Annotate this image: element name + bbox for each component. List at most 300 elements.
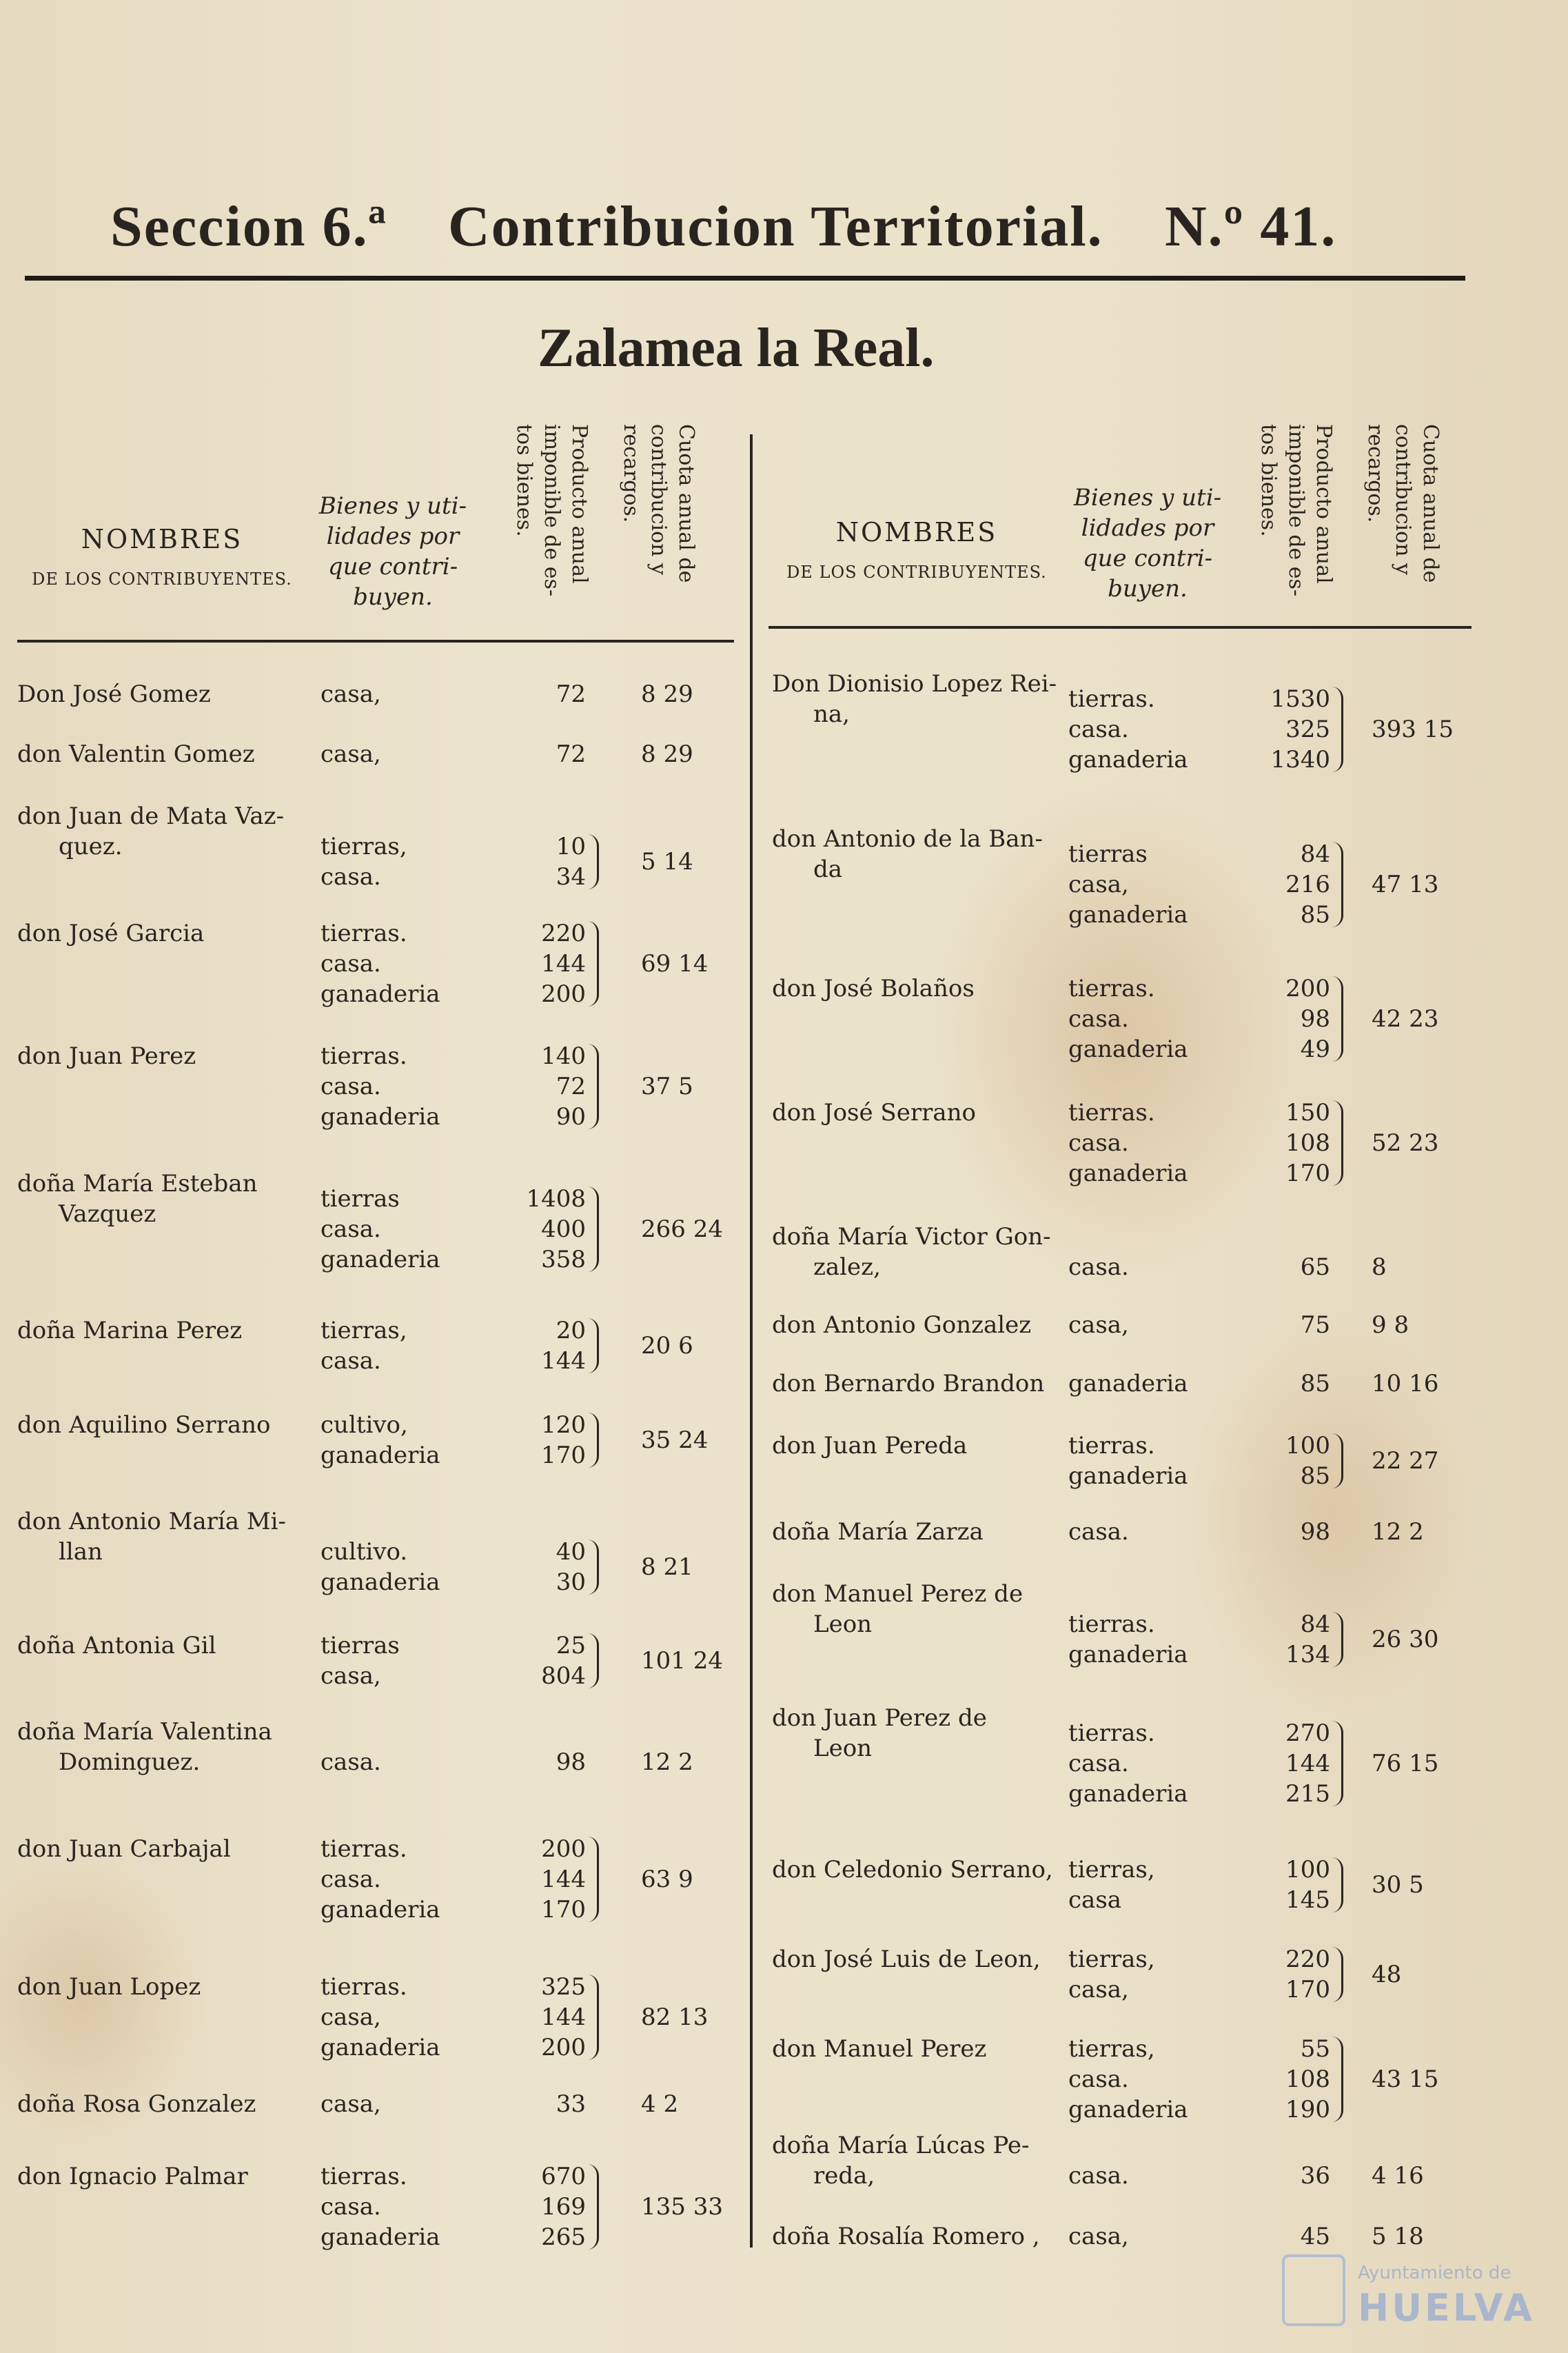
contributor-name-line: don Juan Perez de — [772, 1704, 987, 1732]
property-list — [320, 1630, 400, 1691]
property-list — [320, 1537, 440, 1597]
brace — [1332, 1433, 1343, 1488]
product-value: 120 — [541, 1411, 586, 1439]
property-list — [1068, 1609, 1188, 1670]
property-type: tierras, — [320, 833, 407, 860]
contributor-name — [772, 669, 1057, 729]
quota-value: 22 27 — [1372, 1447, 1439, 1475]
place-name: Zalamea la Real. — [538, 318, 935, 378]
product-values — [510, 1747, 586, 1777]
property-type: casa. — [320, 950, 381, 978]
property-type: ganaderia — [1068, 1160, 1188, 1187]
quota-value: 8 29 — [641, 740, 693, 768]
contributor-name — [17, 2161, 248, 2192]
quota-value: 12 2 — [1372, 1518, 1424, 1546]
product-values — [1254, 1369, 1330, 1399]
product-value: 55 — [1300, 2035, 1330, 2063]
property-list — [1068, 1098, 1188, 1189]
product-values — [1254, 1098, 1330, 1189]
contributor-name — [17, 1410, 271, 1440]
product-value: 144 — [541, 1866, 586, 1893]
product-value: 108 — [1285, 2066, 1330, 2093]
quota-value: 135 33 — [641, 2193, 723, 2221]
contributor-name-line: don José Garcia — [17, 920, 205, 947]
brace — [1332, 976, 1343, 1062]
property-type: ganaderia — [1068, 901, 1188, 929]
property-type: ganaderia — [320, 1442, 440, 1469]
property-type: casa. — [320, 1866, 381, 1893]
property-list — [320, 2089, 381, 2119]
contributor-name-line: don Juan Perez — [17, 1042, 196, 1070]
property-list — [320, 1041, 440, 1132]
property-type: cultivo, — [320, 1411, 408, 1439]
contributor-name-line: don Bernardo Brandon — [772, 1370, 1045, 1397]
property-type: tierras. — [1068, 975, 1155, 1002]
product-values — [1254, 1517, 1330, 1547]
product-values — [1254, 2221, 1330, 2252]
quota-value: 9 8 — [1372, 1311, 1409, 1339]
contributor-name-line: don Antonio Gonzalez — [772, 1311, 1032, 1339]
property-list — [320, 918, 440, 1009]
property-list — [1068, 1718, 1188, 1809]
quota-value: 26 30 — [1372, 1626, 1439, 1653]
property-type: tierras — [320, 1185, 400, 1213]
product-value: 25 — [556, 1632, 586, 1659]
product-value: 98 — [1300, 1518, 1330, 1546]
contributor-name — [772, 2034, 986, 2064]
product-values — [510, 1410, 586, 1471]
property-type: tierras, — [1068, 1856, 1155, 1884]
contributor-name-line: don Valentin Gomez — [17, 740, 255, 768]
product-values — [510, 1041, 586, 1132]
product-value: 72 — [556, 680, 586, 708]
property-type: ganaderia — [320, 2034, 440, 2061]
property-type: casa. — [320, 1748, 381, 1776]
contributor-name-line: doña María Victor Gon- — [772, 1223, 1051, 1251]
contributor-name — [17, 739, 255, 769]
property-type: casa. — [320, 1215, 381, 1243]
contributor-name-line: quez. — [59, 833, 123, 860]
product-value: 144 — [541, 1347, 586, 1375]
product-value: 670 — [541, 2163, 586, 2190]
property-type: tierras — [1068, 840, 1148, 868]
quota-value: 69 14 — [641, 950, 709, 978]
brace — [587, 834, 599, 889]
property-list — [320, 739, 381, 769]
property-type: casa. — [1068, 2162, 1129, 2190]
product-value: 215 — [1285, 1780, 1330, 1808]
names-header-subtitle: DE LOS CONTRIBUYENTES. — [786, 563, 1047, 582]
brace — [587, 1539, 599, 1595]
property-type: tierras. — [320, 920, 407, 947]
quota-value: 8 21 — [641, 1553, 693, 1581]
property-type: casa, — [1068, 1976, 1129, 2003]
property-type: tierras. — [320, 2163, 407, 2190]
contributor-name — [17, 1169, 257, 1229]
brace — [587, 1837, 599, 1922]
section-label: Seccion 6.ª — [110, 194, 387, 259]
header-rule-left — [17, 640, 734, 643]
product-values — [510, 1537, 586, 1597]
product-values — [1254, 1718, 1330, 1809]
product-value: 98 — [1300, 1005, 1330, 1033]
names-header-subtitle: DE LOS CONTRIBUYENTES. — [32, 569, 292, 589]
property-type: tierras, — [1068, 1946, 1155, 1973]
contributor-name-line: doña Marina Perez — [17, 1317, 243, 1344]
product-value: 144 — [1285, 1750, 1330, 1777]
contributor-name-line: doña Rosalía Romero , — [772, 2223, 1040, 2250]
contributor-name — [772, 1222, 1051, 1282]
product-value: 200 — [541, 1835, 586, 1863]
bienes-header-line: lidades por — [326, 523, 460, 550]
brace — [587, 921, 599, 1007]
property-type: tierras. — [320, 1835, 407, 1863]
product-values — [510, 1315, 586, 1376]
product-value: 170 — [541, 1896, 586, 1923]
product-values — [1254, 2034, 1330, 2125]
property-type: casa. — [320, 2193, 381, 2221]
property-list — [320, 679, 381, 709]
quota-value: 5 14 — [641, 848, 693, 876]
property-list — [1068, 684, 1188, 775]
property-type: ganaderia — [1068, 1370, 1188, 1397]
names-header-right — [768, 517, 1065, 582]
product-values — [510, 2089, 586, 2119]
brace — [587, 1633, 599, 1688]
bienes-header-line: Bienes y uti- — [318, 492, 467, 520]
contributor-name — [772, 1944, 1041, 1975]
product-value: 200 — [541, 2034, 586, 2061]
property-type: casa. — [1068, 1005, 1129, 1033]
contributor-name — [17, 679, 211, 709]
property-type: casa. — [1068, 1518, 1129, 1546]
contributor-name — [772, 1310, 1031, 1340]
property-type: casa. — [320, 863, 381, 891]
property-type: casa, — [320, 2003, 381, 2031]
property-list — [1068, 2034, 1188, 2125]
names-header-left — [14, 524, 310, 589]
quota-value: 4 2 — [641, 2090, 679, 2118]
property-list — [320, 1972, 440, 2063]
product-value: 108 — [1285, 1129, 1330, 1157]
archive-stamp — [1282, 2254, 1544, 2330]
property-type: ganaderia — [1068, 1036, 1188, 1063]
quota-value: 42 23 — [1372, 1005, 1439, 1033]
contributor-name-line: don Juan de Mata Vaz- — [17, 802, 285, 830]
property-list — [320, 2161, 440, 2252]
header-rule — [25, 276, 1465, 281]
quota-value: 48 — [1372, 1961, 1402, 1988]
contributor-name — [17, 1972, 201, 2002]
property-list — [320, 1315, 407, 1376]
contributor-name — [17, 1834, 231, 1864]
contributor-name-line: doña María Lúcas Pe- — [772, 2132, 1030, 2159]
contributor-name — [772, 1517, 984, 1547]
contributor-name — [772, 1369, 1044, 1399]
product-values — [1254, 1855, 1330, 1915]
property-type: tierras. — [1068, 1099, 1155, 1127]
product-value: 1408 — [526, 1185, 586, 1213]
quota-value: 47 13 — [1372, 871, 1439, 898]
contributor-name-line: llan — [59, 1538, 103, 1566]
product-value: 100 — [1285, 1432, 1330, 1460]
shield-icon — [1282, 2254, 1345, 2326]
property-type: casa, — [320, 2090, 381, 2118]
product-values — [510, 1972, 586, 2063]
contributor-name — [772, 824, 1043, 885]
stamp-line2: HUELVA — [1358, 2286, 1535, 2330]
property-list — [1068, 1855, 1155, 1915]
product-value: 358 — [541, 1246, 586, 1273]
contributor-name-line: Don Dionisio Lopez Rei- — [772, 670, 1057, 698]
property-type: ganaderia — [320, 1103, 440, 1131]
property-type: casa. — [320, 1347, 381, 1375]
product-value: 134 — [1285, 1641, 1330, 1668]
product-value: 804 — [541, 1662, 586, 1690]
brace — [587, 1186, 599, 1272]
product-value: 220 — [1285, 1946, 1330, 1973]
product-value: 72 — [556, 1073, 586, 1100]
product-value: 10 — [556, 833, 586, 860]
property-type: tierras. — [1068, 1432, 1155, 1460]
product-value: 85 — [1300, 901, 1330, 929]
quota-value: 82 13 — [641, 2003, 709, 2031]
product-value: 34 — [556, 863, 586, 891]
producto-header-right: Producto anual imponible de es- tos bienes. — [1256, 424, 1336, 597]
contributor-name-line: don Manuel Perez — [772, 2035, 987, 2063]
property-list — [320, 1834, 440, 1925]
contributor-name-line: don Juan Lopez — [17, 1973, 201, 2001]
contributor-name — [772, 1431, 967, 1461]
contributor-name-line: na, — [813, 700, 850, 728]
property-type: casa, — [320, 1662, 381, 1690]
contributor-name-line: don Aquilino Serrano — [17, 1411, 271, 1439]
brace — [1332, 1947, 1343, 2002]
property-type: casa — [1068, 1886, 1122, 1914]
product-value: 150 — [1285, 1099, 1330, 1127]
quota-value: 5 18 — [1372, 2223, 1424, 2250]
contributor-name-line: don Antonio de la Ban- — [772, 825, 1043, 853]
property-type: casa, — [1068, 1311, 1129, 1339]
property-type: ganaderia — [320, 1896, 440, 1923]
product-value: 144 — [541, 950, 586, 978]
bienes-header-line: que contri- — [1082, 545, 1213, 572]
quota-value: 393 15 — [1372, 716, 1454, 743]
product-value: 84 — [1300, 840, 1330, 868]
property-type: ganaderia — [1068, 1641, 1188, 1668]
property-type: casa. — [1068, 1129, 1129, 1157]
quota-value: 10 16 — [1372, 1370, 1439, 1397]
property-list — [1068, 973, 1188, 1064]
property-list — [1068, 2161, 1129, 2191]
product-value: 30 — [556, 1568, 586, 1596]
property-list — [320, 1747, 381, 1777]
contributor-name — [772, 1855, 1053, 1885]
quota-value: 52 23 — [1372, 1129, 1439, 1157]
product-values — [1254, 973, 1330, 1064]
bienes-header-line: que contri- — [327, 553, 458, 580]
contributor-name — [17, 2089, 256, 2119]
brace — [1332, 1100, 1343, 1186]
bienes-header-line: lidades por — [1081, 514, 1214, 542]
contributor-name — [772, 1098, 976, 1128]
product-value: 85 — [1300, 1462, 1330, 1490]
property-type: ganaderia — [320, 1246, 440, 1273]
product-values — [1254, 684, 1330, 775]
property-list — [1068, 1252, 1129, 1282]
contributor-name-line: da — [813, 856, 843, 883]
producto-header-left: Producto anual imponible de es- tos bienes. — [512, 424, 591, 597]
bienes-header-line: Bienes y uti- — [1073, 484, 1222, 512]
product-value: 49 — [1300, 1036, 1330, 1063]
product-value: 65 — [1300, 1253, 1330, 1281]
header-rule-right — [768, 626, 1472, 629]
product-value: 75 — [1300, 1311, 1330, 1339]
product-value: 220 — [541, 920, 586, 947]
property-list — [1068, 1517, 1129, 1547]
brace — [1332, 2037, 1343, 2122]
product-values — [510, 739, 586, 769]
quota-value: 8 29 — [641, 680, 693, 708]
contributor-name — [17, 918, 204, 949]
contributor-name-line: zalez, — [813, 1253, 881, 1281]
product-value: 145 — [1285, 1886, 1330, 1914]
contributor-name-line: don Ignacio Palmar — [17, 2163, 248, 2190]
product-value: 90 — [556, 1103, 586, 1131]
property-type: casa. — [320, 1073, 381, 1100]
contributor-name-line: don José Bolaños — [772, 975, 975, 1002]
property-list — [1068, 1369, 1188, 1399]
product-value: 325 — [1285, 716, 1330, 743]
product-value: 140 — [541, 1042, 586, 1070]
product-value: 40 — [556, 1538, 586, 1566]
product-values — [1254, 1252, 1330, 1282]
contributor-name-line: doña María Valentina — [17, 1718, 272, 1746]
property-list — [1068, 839, 1188, 930]
names-header-title: NOMBRES — [835, 517, 998, 547]
property-type: tierras. — [320, 1042, 407, 1070]
brace — [1332, 1721, 1343, 1806]
contributor-name-line: Vazquez — [59, 1200, 156, 1228]
bienes-header-right — [1068, 483, 1227, 604]
product-value: 170 — [1285, 1160, 1330, 1187]
brace — [587, 1318, 599, 1373]
property-list — [320, 1410, 440, 1471]
property-type: casa, — [320, 740, 381, 768]
product-values — [510, 1630, 586, 1691]
quota-value: 30 5 — [1372, 1871, 1424, 1899]
contributor-name-line: don José Serrano — [772, 1099, 976, 1127]
product-value: 325 — [541, 1973, 586, 2001]
bienes-header-line: buyen. — [353, 583, 433, 611]
contributor-name — [17, 1630, 216, 1661]
contributor-name — [17, 1717, 272, 1777]
product-value: 400 — [541, 1215, 586, 1243]
quota-value: 76 15 — [1372, 1750, 1439, 1777]
product-value: 200 — [1285, 975, 1330, 1002]
product-value: 265 — [541, 2223, 586, 2251]
cuota-header-right: Cuota anual de contribucion y recargos. — [1363, 424, 1443, 583]
contributor-name-line: don Celedonio Serrano, — [772, 1856, 1053, 1884]
product-value: 170 — [541, 1442, 586, 1469]
property-type: ganaderia — [1068, 2096, 1188, 2123]
contributor-name — [17, 1506, 286, 1567]
property-type: ganaderia — [320, 2223, 440, 2251]
property-type: casa, — [1068, 871, 1129, 898]
contributor-name-line: Don José Gomez — [17, 680, 211, 708]
product-value: 1340 — [1270, 746, 1330, 774]
cuota-header-left: Cuota anual de contribucion y recargos. — [619, 424, 698, 583]
product-values — [510, 918, 586, 1009]
contributor-name — [17, 801, 284, 862]
product-value: 169 — [541, 2193, 586, 2221]
brace — [1332, 687, 1343, 772]
contributor-name-line: doña María Zarza — [772, 1518, 984, 1546]
property-type: ganaderia — [1068, 1462, 1188, 1490]
quota-value: 12 2 — [641, 1748, 693, 1776]
product-values — [510, 1184, 586, 1275]
property-list — [1068, 2221, 1129, 2252]
property-list — [1068, 1944, 1155, 2005]
contributor-name-line: Dominguez. — [59, 1748, 201, 1776]
property-type: tierras. — [320, 1973, 407, 2001]
contributor-name-line: doña María Esteban — [17, 1170, 258, 1198]
property-type: tierras. — [1068, 1719, 1155, 1747]
bienes-header-line: buyen. — [1108, 575, 1188, 603]
property-type: casa. — [1068, 2066, 1129, 2093]
property-list — [1068, 1310, 1129, 1340]
contributor-name-line: Leon — [813, 1610, 873, 1638]
property-type: tierras — [320, 1632, 400, 1659]
brace — [587, 1413, 599, 1468]
brace — [1332, 1612, 1343, 1667]
bienes-header-left — [314, 491, 472, 612]
property-type: ganaderia — [320, 980, 440, 1008]
contributor-name — [17, 1041, 196, 1071]
contributor-name-line: doña Rosa Gonzalez — [17, 2090, 256, 2118]
column-divider — [750, 434, 753, 2248]
property-type: casa. — [1068, 1750, 1129, 1777]
brace — [587, 1044, 599, 1129]
quota-value: 35 24 — [641, 1426, 709, 1454]
contributor-name-line: don Juan Carbajal — [17, 1835, 231, 1863]
product-value: 36 — [1300, 2162, 1330, 2190]
product-values — [1254, 1944, 1330, 2005]
product-values — [510, 1834, 586, 1925]
product-values — [1254, 1431, 1330, 1491]
product-value: 20 — [556, 1317, 586, 1344]
document-number: N.º 41. — [1165, 194, 1337, 259]
contributor-name — [772, 2130, 1030, 2191]
property-type: ganaderia — [1068, 1780, 1188, 1808]
product-value: 33 — [556, 2090, 586, 2118]
contributor-name-line: don Juan Pereda — [772, 1432, 968, 1460]
property-type: ganaderia — [1068, 746, 1188, 774]
quota-value: 266 24 — [641, 1215, 723, 1243]
quota-value: 8 — [1372, 1253, 1387, 1281]
contributor-name-line: Leon — [813, 1735, 873, 1762]
contributor-name-line: don Antonio María Mi- — [17, 1508, 287, 1535]
contributor-name — [772, 2221, 1040, 2252]
quota-value: 37 5 — [641, 1073, 693, 1100]
property-type: cultivo. — [320, 1538, 408, 1566]
product-value: 216 — [1285, 871, 1330, 898]
product-value: 144 — [541, 2003, 586, 2031]
product-value: 72 — [556, 740, 586, 768]
product-value: 270 — [1285, 1719, 1330, 1747]
property-list — [320, 1184, 440, 1275]
page-header — [110, 193, 1351, 269]
